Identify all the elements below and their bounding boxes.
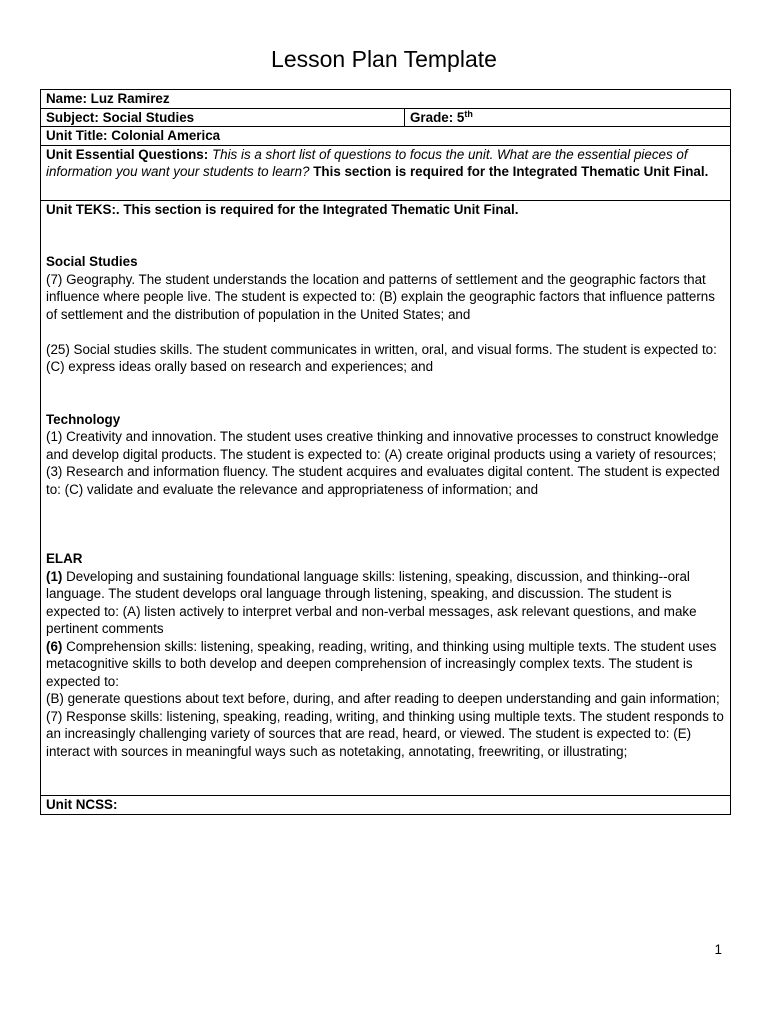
page-number: 1 (714, 942, 722, 957)
lesson-plan-table (40, 89, 731, 815)
elar-teks-6-text: Comprehension skills: listening, speaking, reading, writing, and thinking using multiple texts. The student uses metacognitive skills to both develop and deepen comprehension of increasingly complex texts. The student is expected to: (46, 638, 717, 689)
teks-row (41, 200, 731, 796)
technology-heading: Technology (46, 411, 121, 427)
essential-questions-label: Unit Essential Questions: (46, 146, 209, 162)
ncss-row (41, 796, 731, 815)
elar-teks-1-number: (1) (46, 568, 63, 584)
elar-teks-1 (46, 568, 725, 638)
unit-title-cell (41, 127, 731, 146)
unit-title-value: Colonial America (111, 128, 221, 143)
subject-value: Social Studies (102, 109, 195, 125)
essential-questions-description: This is a short list of questions to focus the unit. What are the essential pieces of information you want your students to learn? (46, 146, 688, 179)
elar-teks-6b: (B) generate questions about text before, during, and after reading to deepen understanding and gain information; (46, 691, 720, 706)
elar-teks-7: (7) Response skills: listening, speaking, reading, writing, and thinking using multiple texts. The student responds to an increasingly challenging variety of sources that are read, heard, or viewed. The student is expected to: (E) interact with sources in meaningful ways such as notetaking, annotating, freewriting, or illustrating; (46, 708, 724, 759)
essential-questions-required-note: This section is required for the Integrated Thematic Unit Final. (313, 164, 709, 179)
document-title: Lesson Plan Template (271, 46, 497, 72)
essential-questions-cell (41, 145, 731, 200)
ncss-cell (41, 796, 731, 815)
subject-grade-row (41, 108, 731, 127)
grade-label: Grade: (410, 109, 454, 125)
grade-cell (405, 108, 731, 127)
technology-teks-3: (3) Research and information fluency. The student acquires and evaluates digital content. The student is expected to: (C) validate and evaluate the relevance and appropriateness of information; and (46, 464, 720, 497)
subject-label: Subject: (46, 109, 99, 125)
social-studies-teks-7: (7) Geography. The student understands the location and patterns of settlement and the geographic factors that influence where people live. The student is expected to: (B) explain the geographic factors that influence patterns of settlement and the distribution of population in the United States; and (46, 271, 715, 322)
ncss-label: Unit NCSS: (46, 797, 118, 812)
unit-title-label: Unit Title: (46, 128, 108, 143)
technology-teks-1: (1) Creativity and innovation. The student uses creative thinking and innovative processes to construct knowledge and develop digital products. The student is expected to: (A) create original products using a variety of resources; (46, 429, 719, 462)
unit-title-row (41, 127, 731, 146)
teks-heading: Unit TEKS:. This section is required for the Integrated Thematic Unit Final. (46, 201, 519, 217)
name-row (41, 90, 731, 109)
grade-value: 5 (456, 109, 465, 125)
elar-teks-1-text: Developing and sustaining foundational language skills: listening, speaking, discussion, and thinking--oral language. The student develops oral language through listening, speaking, and discussion. The student is expected to: (A) listen actively to interpret verbal and non-verbal messages, ask relevant questions, and make pertinent comments (46, 568, 697, 636)
elar-teks-6-number: (6) (46, 638, 63, 654)
teks-cell (41, 200, 731, 796)
subject-cell (41, 108, 405, 127)
social-studies-heading: Social Studies (46, 254, 138, 269)
elar-heading: ELAR (46, 551, 83, 566)
essential-questions-row (41, 145, 731, 200)
name-cell (41, 90, 731, 109)
grade-suffix: th (464, 108, 473, 119)
name-value: Luz Ramirez (90, 91, 170, 106)
name-label: Name: (46, 91, 87, 106)
elar-teks-6 (46, 638, 725, 691)
social-studies-teks-25: (25) Social studies skills. The student communicates in written, oral, and visual forms. The student is expected to: (C) express ideas orally based on research and experiences; and (46, 341, 717, 374)
